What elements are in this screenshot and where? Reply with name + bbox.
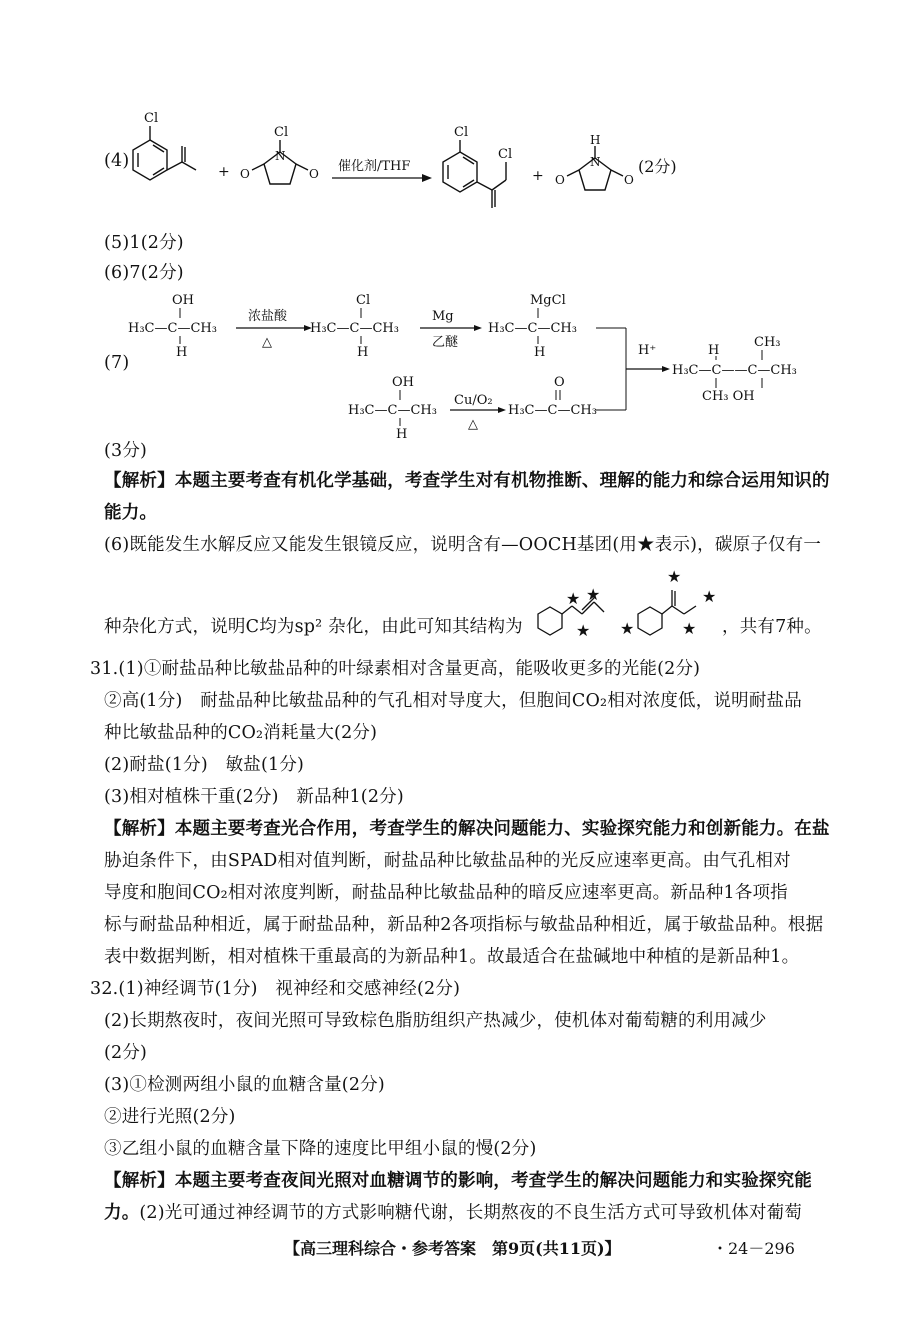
- svg-text:★: ★: [702, 587, 717, 606]
- svg-text:H: H: [176, 345, 188, 360]
- svg-text:CH₃: CH₃: [754, 335, 781, 350]
- q32-analysis-line1: [104, 1166, 832, 1196]
- reagent-heat-1: △: [262, 335, 272, 350]
- q31-analysis-line4: 标与耐盐品种相近，属于耐盐品种，新品种2各项指标与敏盐品种相近，属于敏盐品种。根据: [104, 915, 824, 935]
- svg-text:H₃C—C—CH₃: H₃C—C—CH₃: [488, 321, 577, 336]
- svg-text:Cl: Cl: [274, 125, 289, 140]
- svg-text:OH: OH: [392, 375, 414, 390]
- q31-analysis-line3: 导度和胞间CO₂相对浓度判断，耐盐品种比敏盐品种的暗反应速率更高。新品种1各项指: [104, 883, 788, 903]
- q30-analysis-line3: (6)既能发生水解反应又能发生银镜反应，说明含有—OOCH基团(用★表示)，碳原子仅有一: [104, 535, 822, 555]
- star-structures-figure: [520, 560, 720, 650]
- q31-analysis-text1: 本题主要考查光合作用，考查学生的解决问题能力、实验探究能力和创新能力。在盐: [174, 819, 830, 839]
- svg-text:H: H: [708, 343, 720, 358]
- q30-analysis-line1: [104, 466, 832, 496]
- item5-answer: (5)1(2分): [104, 233, 184, 253]
- item6-answer: (6)7(2分): [104, 263, 184, 283]
- svg-text:N: N: [275, 149, 286, 163]
- q32-line3: (2分): [104, 1043, 148, 1063]
- svg-text:Cl: Cl: [498, 147, 513, 162]
- svg-text:Cl: Cl: [144, 111, 159, 126]
- svg-text:★: ★: [620, 619, 635, 638]
- svg-text:★: ★: [667, 567, 682, 586]
- item4-score: (2分): [638, 157, 677, 176]
- q31-line2: ②高(1分) 耐盐品种比敏盐品种的气孔相对导度大，但胞间CO₂相对浓度低，说明耐盐品: [104, 691, 802, 711]
- svg-text:★: ★: [682, 619, 697, 638]
- svg-text:O: O: [554, 375, 565, 390]
- svg-text:★: ★: [586, 585, 601, 604]
- svg-text:N: N: [590, 155, 601, 169]
- svg-text:O: O: [240, 167, 250, 181]
- q30-analysis-text1: 本题主要考查有机化学基础，考查学生对有机物推断、理解的能力和综合运用知识的: [174, 471, 830, 491]
- svg-text:O: O: [624, 173, 634, 187]
- q31-line1: 31.(1)①耐盐品种比敏盐品种的叶绿素相对含量更高，能吸收更多的光能(2分): [90, 659, 701, 679]
- plus-sign-1: +: [218, 164, 230, 180]
- item7-label: (7): [104, 353, 130, 373]
- reagent-hcl: 浓盐酸: [248, 309, 288, 324]
- item7-synthesis-route: [126, 290, 846, 440]
- svg-text:★: ★: [576, 621, 591, 640]
- svg-text:H₃C—C—CH₃: H₃C—C—CH₃: [128, 321, 217, 336]
- q30-analysis-head: 【解析】: [104, 471, 175, 491]
- q32-line5: ②进行光照(2分): [104, 1107, 236, 1127]
- q32-line6: ③乙组小鼠的血糖含量下降的速度比甲组小鼠的慢(2分): [104, 1139, 537, 1159]
- footer-title: 【高三理科综合・参考答案 第9页(共11页)】: [284, 1239, 621, 1258]
- svg-text:OH: OH: [172, 293, 194, 308]
- svg-text:H: H: [534, 345, 546, 360]
- reagent-cu-o2: Cu/O₂: [454, 393, 493, 408]
- svg-text:Cl: Cl: [356, 293, 371, 308]
- item4-label: (4): [104, 151, 130, 171]
- svg-text:H: H: [357, 345, 369, 360]
- q31-line5: (3)相对植株干重(2分) 新品种1(2分): [104, 787, 404, 807]
- reagent-mg: Mg: [432, 309, 454, 324]
- svg-text:H₃C—C——C—CH₃: H₃C—C——C—CH₃: [672, 363, 797, 378]
- product-allyl-chloride: [443, 140, 506, 208]
- svg-text:H₃C—C—CH₃: H₃C—C—CH₃: [348, 403, 437, 418]
- q31-analysis-line2: 胁迫条件下，由SPAD相对值判断，耐盐品种比敏盐品种的光反应速率更高。由气孔相对: [104, 851, 791, 871]
- reagent-ether: 乙醚: [432, 335, 459, 350]
- plus-sign-2: +: [532, 168, 544, 184]
- svg-text:H₃C—C—CH₃: H₃C—C—CH₃: [508, 403, 597, 418]
- svg-text:MgCl: MgCl: [530, 293, 566, 308]
- svg-text:H: H: [396, 427, 408, 440]
- item4-reaction-scheme: [120, 100, 740, 230]
- q32-analysis-line2-head: 力。: [104, 1203, 140, 1223]
- item7-score: (3分): [104, 441, 148, 461]
- q32-line2: (2)长期熬夜时，夜间光照可导致棕色脂肪组织产热减少，使机体对葡萄糖的利用减少: [104, 1011, 767, 1031]
- q31-analysis-line1: [104, 814, 832, 844]
- svg-text:Cl: Cl: [454, 125, 469, 140]
- q31-line3: 种比敏盐品种的CO₂消耗量大(2分): [104, 723, 378, 743]
- svg-text:O: O: [555, 173, 565, 187]
- svg-text:H: H: [590, 133, 601, 147]
- svg-text:★: ★: [566, 589, 581, 608]
- q32-analysis-head: 【解析】: [104, 1171, 175, 1191]
- svg-text:H₃C—C—CH₃: H₃C—C—CH₃: [310, 321, 399, 336]
- footer-code: ・24－296: [712, 1239, 795, 1258]
- q32-line4: (3)①检测两组小鼠的血糖含量(2分): [104, 1075, 385, 1095]
- reagent-h-plus: H⁺: [638, 343, 657, 358]
- q30-analysis-line4-b: ，共有7种。: [722, 617, 822, 637]
- q31-line4: (2)耐盐(1分) 敏盐(1分): [104, 755, 305, 775]
- q30-analysis-line2: 能力。: [104, 503, 158, 523]
- q32-line1: 32.(1)神经调节(1分) 视神经和交感神经(2分): [90, 979, 461, 999]
- svg-text:O: O: [309, 167, 319, 181]
- q31-analysis-line5: 表中数据判断，相对植株干重最高的为新品种1。故最适合在盐碱地中种植的是新品种1。: [104, 947, 800, 967]
- catalyst-label: 催化剂/THF: [338, 159, 411, 174]
- q32-analysis-line2: [104, 1198, 832, 1228]
- q30-analysis-line4-a: 种杂化方式，说明C均为sp² 杂化，由此可知其结构为: [104, 617, 523, 637]
- q31-analysis-head: 【解析】: [104, 819, 175, 839]
- reactant-chloro-styrene: [133, 126, 196, 180]
- reagent-heat-2: △: [468, 417, 478, 432]
- svg-text:CH₃ OH: CH₃ OH: [702, 389, 755, 404]
- q32-analysis-line2-rest: (2)光可通过神经调节的方式影响糖代谢，长期熬夜的不良生活方式可导致机体对葡萄: [139, 1203, 802, 1223]
- q32-analysis-text1: 本题主要考查夜间光照对血糖调节的影响，考查学生的解决问题能力和实验探究能: [174, 1171, 813, 1191]
